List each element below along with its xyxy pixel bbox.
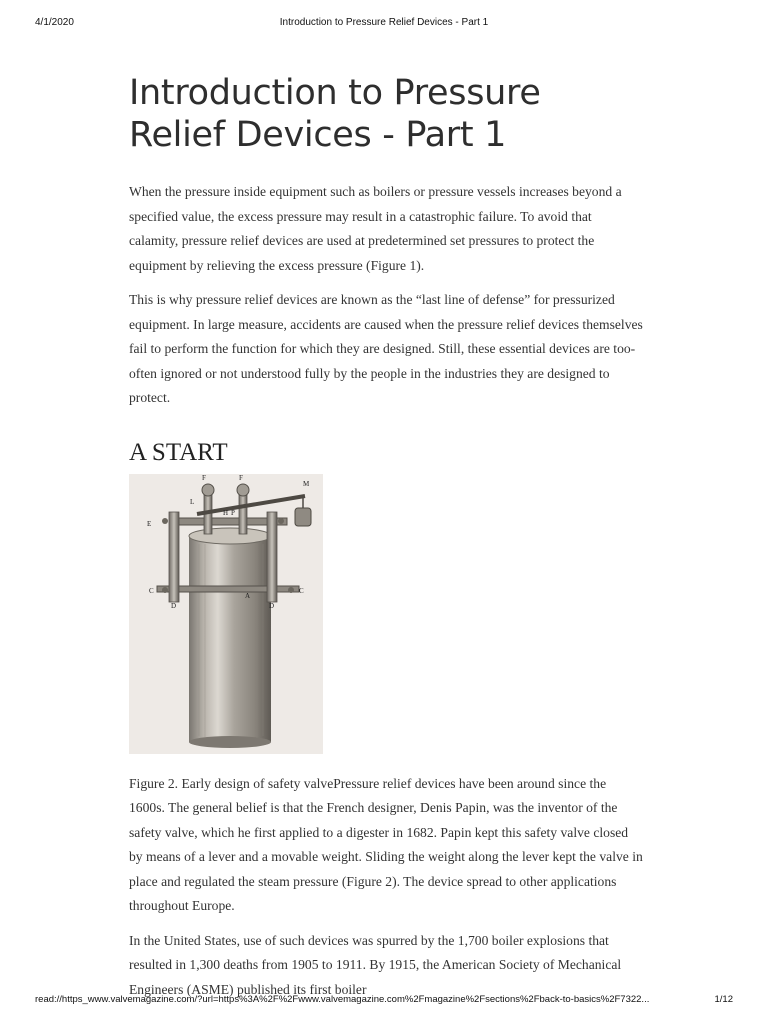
article-title: Introduction to Pressure Relief Devices - Part 1 <box>129 73 541 155</box>
papin-safety-valve-figure <box>129 474 323 754</box>
history-paragraph: In the United States, use of such devices was spurred by the 1,700 boiler explosions that resulted in 1,300 deaths from 1905 to 1911. By 1915, the American Society of Mechanical Engineers (ASME) published its first boiler <box>129 932 622 997</box>
print-date: 4/1/2020 <box>35 17 74 28</box>
figure-label-a: A <box>245 591 251 600</box>
print-footer <box>0 994 768 1008</box>
figure-label-c1: C <box>149 586 154 595</box>
figure-label-f2: F <box>239 473 243 482</box>
intro-paragraph-2: This is why pressure relief devices are known as the “last line of defense” for pressurized equipment. In large measure, accidents are caused when the pressure relief devices themselves fail to perform the function for which they are designed. Still, these essential devices are too-often ignored or not understood fully by the people in the industries they are designed to protect. <box>129 292 643 405</box>
article-content <box>129 72 644 1012</box>
figure-label-c2: C <box>299 586 304 595</box>
safety-valve-illustration <box>129 474 323 754</box>
figure-label-p: P <box>231 508 235 517</box>
figure-caption-paragraph: Figure 2. Early design of safety valvePressure relief devices have been around since the 1600s. The general belief is that the French designer, Denis Papin, was the inventor of the safety valve, which he first applied to a digester in 1682. Papin kept this safety valve closed by means of a lever and a movable weight. Sliding the weight along the lever kept the valve in place and regulated the steam pressure (Figure 2). The device spread to other applications throughout Europe. <box>129 775 643 913</box>
figure-label-f1: F <box>202 473 206 482</box>
figure-label-h: H <box>223 508 229 517</box>
figure-label-e: E <box>147 519 152 528</box>
figure-label-d1: D <box>171 601 177 610</box>
figure-label-m: M <box>303 479 310 488</box>
source-url: read://https_www.valvemagazine.com/?url=https%3A%2F%2Fwww.valvemagazine.com%2Fmagazine%2Fsections%2Fback-to-basics%2F7322... <box>35 994 650 1005</box>
figure-label-l: L <box>190 497 195 506</box>
figure-label-d2: D <box>269 601 275 610</box>
print-header <box>0 17 768 31</box>
intro-paragraph-1: When the pressure inside equipment such as boilers or pressure vessels increases beyond a specified value, the excess pressure may result in a catastrophic failure. To avoid that calamity, pressure relief devices are used at predetermined set pressures to protect the equipment by relieving the excess pressure (Figure 1). <box>129 184 622 273</box>
section-heading: A START <box>129 438 228 466</box>
page-number: 1/12 <box>714 994 733 1005</box>
print-header-title: Introduction to Pressure Relief Devices - Part 1 <box>279 17 489 28</box>
